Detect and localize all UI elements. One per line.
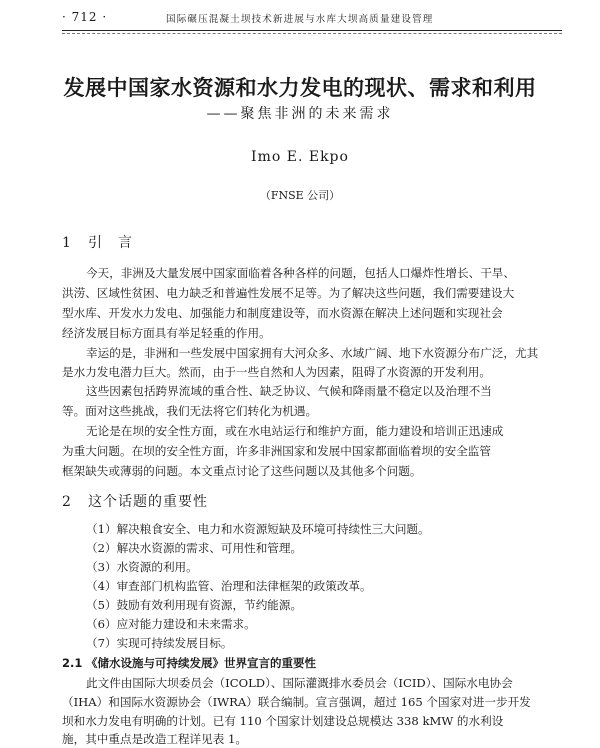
paragraph-line: 经济发展目标方面具有举足轻重的作用。 xyxy=(62,326,271,340)
list-item: （6）应对能力建设和未来需求。 xyxy=(86,617,256,631)
subsection-title: 《储水设施与可持续发展》世界宣言的重要性 xyxy=(86,656,316,670)
list-item: （2）解决水资源的需求、可用性和管理。 xyxy=(86,541,303,555)
list-item: （5）鼓励有效利用现有资源，节约能源。 xyxy=(86,598,303,612)
section-title: 这个话题的重要性 xyxy=(88,494,208,510)
header-rule-dashed xyxy=(62,33,562,34)
section-number: 2 xyxy=(62,494,72,510)
section-2-heading xyxy=(62,491,208,511)
paragraph-line: 此文件由国际大坝委员会（ICOLD）、国际灌溉排水委员会（ICID）、国际水电协会 xyxy=(86,676,513,690)
list-item: （7）实现可持续发展目标。 xyxy=(86,636,233,650)
author: Imo E. Ekpo xyxy=(251,149,349,165)
paragraph-line: 今天，非洲及大量发展中国家面临着各种各样的问题，包括人口爆炸性增长、干旱、 xyxy=(86,266,515,280)
paragraph-line: 洪涝、区域性贫困、电力缺乏和普遍性发展不足等。为了解决这些问题，我们需要建设大 xyxy=(62,286,515,300)
affiliation: （FNSE 公司） xyxy=(259,189,341,202)
running-title: 国际碾压混凝土坝技术新进展与水库大坝高质量建设管理 xyxy=(166,14,434,25)
paragraph-line: （IHA）和国际水资源协会（IWRA）联合编制。宣言强调，超过 165 个国家对进一步开发 xyxy=(62,695,531,709)
paragraph-line: 等。面对这些挑战，我们无法将它们转化为机遇。 xyxy=(62,404,318,418)
section-1-heading xyxy=(62,232,133,252)
paragraph-line: 施，其中重点是改造工程详见表 1。 xyxy=(62,732,247,746)
subsection-number: 2.1 xyxy=(62,656,83,670)
header-rule xyxy=(62,30,562,31)
paper-title: 发展中国家水资源和水力发电的现状、需求和利用 xyxy=(63,76,537,100)
paragraph-line: 幸运的是，非洲和一些发展中国家拥有大河众多、水域广阔、地下水资源分布广泛，尤其 xyxy=(86,346,539,360)
paragraph-line: 为重大问题。在坝的安全性方面，许多非洲国家和发展中国家都面临着坝的安全监管 xyxy=(62,444,491,458)
section-number: 1 xyxy=(62,235,72,251)
list-item: （4）审查部门机构监管、治理和法律框架的政策改革。 xyxy=(86,579,372,593)
list-item: （3）水资源的利用。 xyxy=(86,560,198,574)
page-header xyxy=(62,6,562,28)
section-title: 引 言 xyxy=(88,235,133,251)
paragraph-line: 框架缺失或薄弱的问题。本文重点讨论了这些问题以及其他多个问题。 xyxy=(62,464,422,478)
paragraph-line: 坝和水力发电有明确的计划。已有 110 个国家计划建设总规模达 338 kMW 的水利设 xyxy=(62,714,504,728)
paper-subtitle: ——聚焦非洲的未来需求 xyxy=(206,106,394,122)
list-item: （1）解决粮食安全、电力和水资源短缺及环境可持续性三大问题。 xyxy=(86,522,430,536)
page-number: · 712 · xyxy=(62,10,108,24)
paragraph-line: 是水力发电潜力巨大。然而，由于一些自然和人为因素，阻碍了水资源的开发利用。 xyxy=(62,365,491,379)
paragraph-line: 型水库、开发水力发电、加强能力和制度建设等，而水资源在解决上述问题和实现社会 xyxy=(62,306,503,320)
paragraph-line: 无论是在坝的安全性方面，或在水电站运行和维护方面，能力建设和培训正迅速成 xyxy=(86,424,504,438)
paragraph-line: 这些因素包括跨界流域的重合性、缺乏协议、气候和降雨量不稳定以及治理不当 xyxy=(86,384,492,398)
subsection-2-1-heading xyxy=(62,655,316,671)
